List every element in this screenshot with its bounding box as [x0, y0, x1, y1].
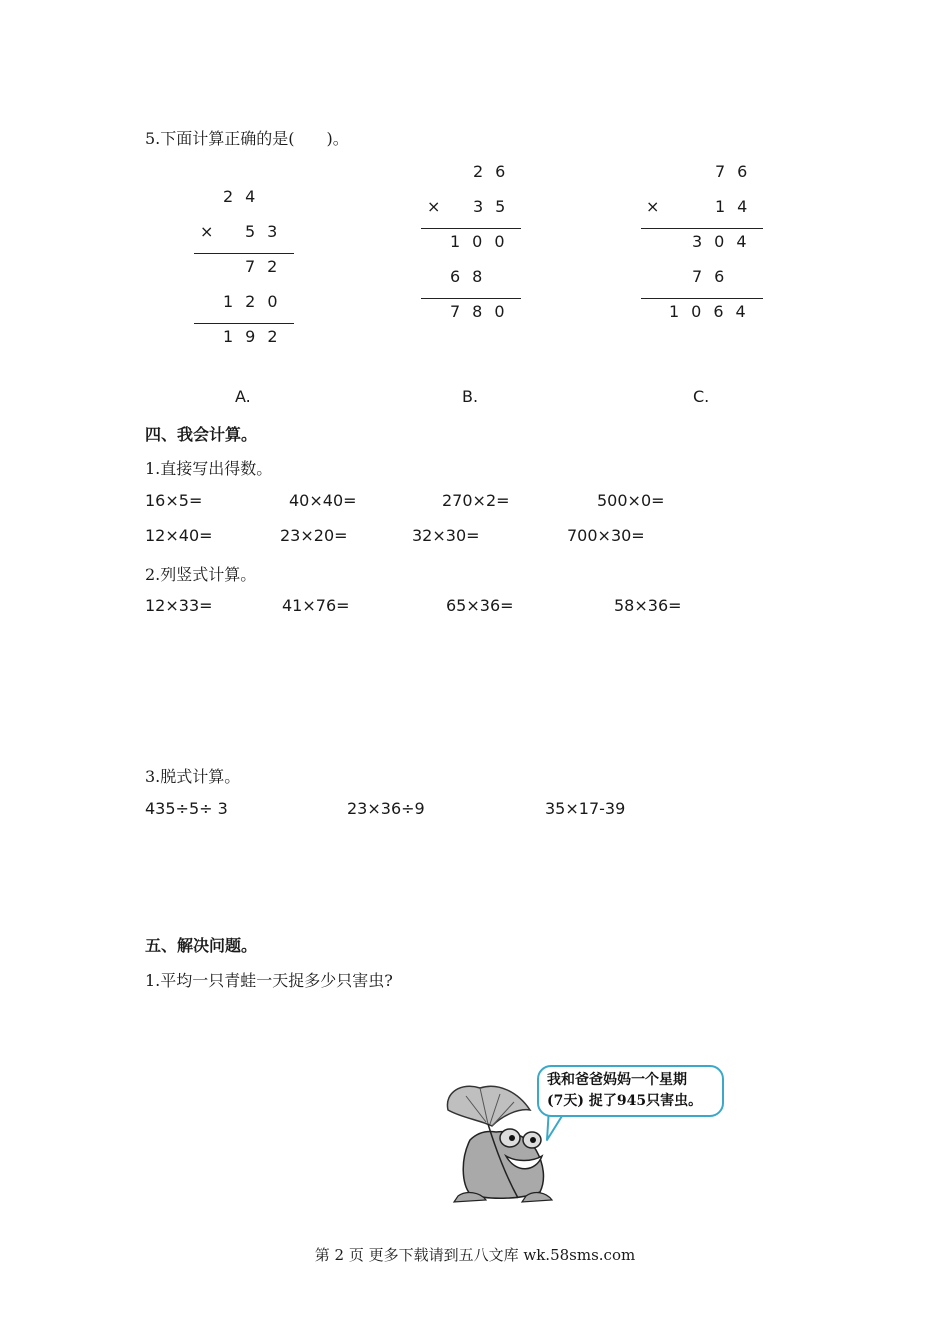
option-b-result: 780: [450, 302, 517, 321]
problem-12x40: 12×40=: [145, 526, 213, 545]
option-b-partial-1: 100: [450, 232, 517, 251]
problem-58x36: 58×36=: [614, 596, 682, 615]
option-b-times-sign: ×: [427, 197, 441, 216]
problem-12x33: 12×33=: [145, 596, 213, 615]
problem-35x17: 35×17-39: [545, 799, 626, 818]
option-c-line-2: [641, 298, 763, 299]
option-b-line-2: [421, 298, 521, 299]
speech-bubble-line-2: (7天) 捉了945只害虫。: [547, 1093, 703, 1109]
option-a-line-1: [194, 253, 294, 254]
option-a-result: 192: [223, 327, 290, 346]
problem-700x30: 700×30=: [567, 526, 645, 545]
option-a-label: A.: [235, 387, 251, 406]
option-a-multiplier: 53: [245, 222, 290, 241]
problem-32x30: 32×30=: [412, 526, 480, 545]
option-b-multiplier: 35: [473, 197, 518, 216]
option-a-times-sign: ×: [200, 222, 214, 241]
option-c-result: 1064: [669, 302, 758, 321]
section-4-sub-3: 3.脱式计算。: [145, 767, 241, 786]
option-c-times-sign: ×: [646, 197, 660, 216]
option-c-multiplicand: 76: [715, 162, 760, 181]
problem-41x76: 41×76=: [282, 596, 350, 615]
option-a-partial-1: 72: [245, 257, 290, 276]
option-b-multiplicand: 26: [473, 162, 518, 181]
page-footer: 第 2 页 更多下载请到五八文库 wk.58sms.com: [314, 1246, 636, 1264]
question-5-prompt: 5.下面计算正确的是( )。: [145, 129, 349, 148]
section-4-title: 四、我会计算。: [145, 425, 258, 444]
speech-bubble: [537, 1065, 724, 1117]
section-4-sub-2: 2.列竖式计算。: [145, 565, 257, 584]
problem-65x36: 65×36=: [446, 596, 514, 615]
option-a-partial-2: 120: [223, 292, 290, 311]
option-b-line-1: [421, 228, 521, 229]
section-5-question-1: 1.平均一只青蛙一天捉多少只害虫?: [145, 971, 393, 990]
option-a-line-2: [194, 323, 294, 324]
problem-270x2: 270×2=: [442, 491, 510, 510]
problem-500x0: 500×0=: [597, 491, 665, 510]
option-c-label: C.: [693, 387, 710, 406]
problem-23x20: 23×20=: [280, 526, 348, 545]
section-5-title: 五、解决问题。: [145, 936, 258, 955]
problem-16x5: 16×5=: [145, 491, 203, 510]
option-c-multiplier: 14: [715, 197, 760, 216]
section-4-sub-1: 1.直接写出得数。: [145, 459, 273, 478]
option-c-partial-1: 304: [692, 232, 759, 251]
option-c-partial-2: 76: [692, 267, 737, 286]
speech-bubble-line-1: 我和爸爸妈妈一个星期: [547, 1072, 687, 1088]
problem-23x36-div: 23×36÷9: [347, 799, 425, 818]
problem-40x40: 40×40=: [289, 491, 357, 510]
option-b-partial-2: 68: [450, 267, 495, 286]
option-b-label: B.: [462, 387, 479, 406]
option-a-multiplicand: 24: [223, 187, 268, 206]
problem-435-div: 435÷5÷ 3: [145, 799, 228, 818]
option-c-line-1: [641, 228, 763, 229]
